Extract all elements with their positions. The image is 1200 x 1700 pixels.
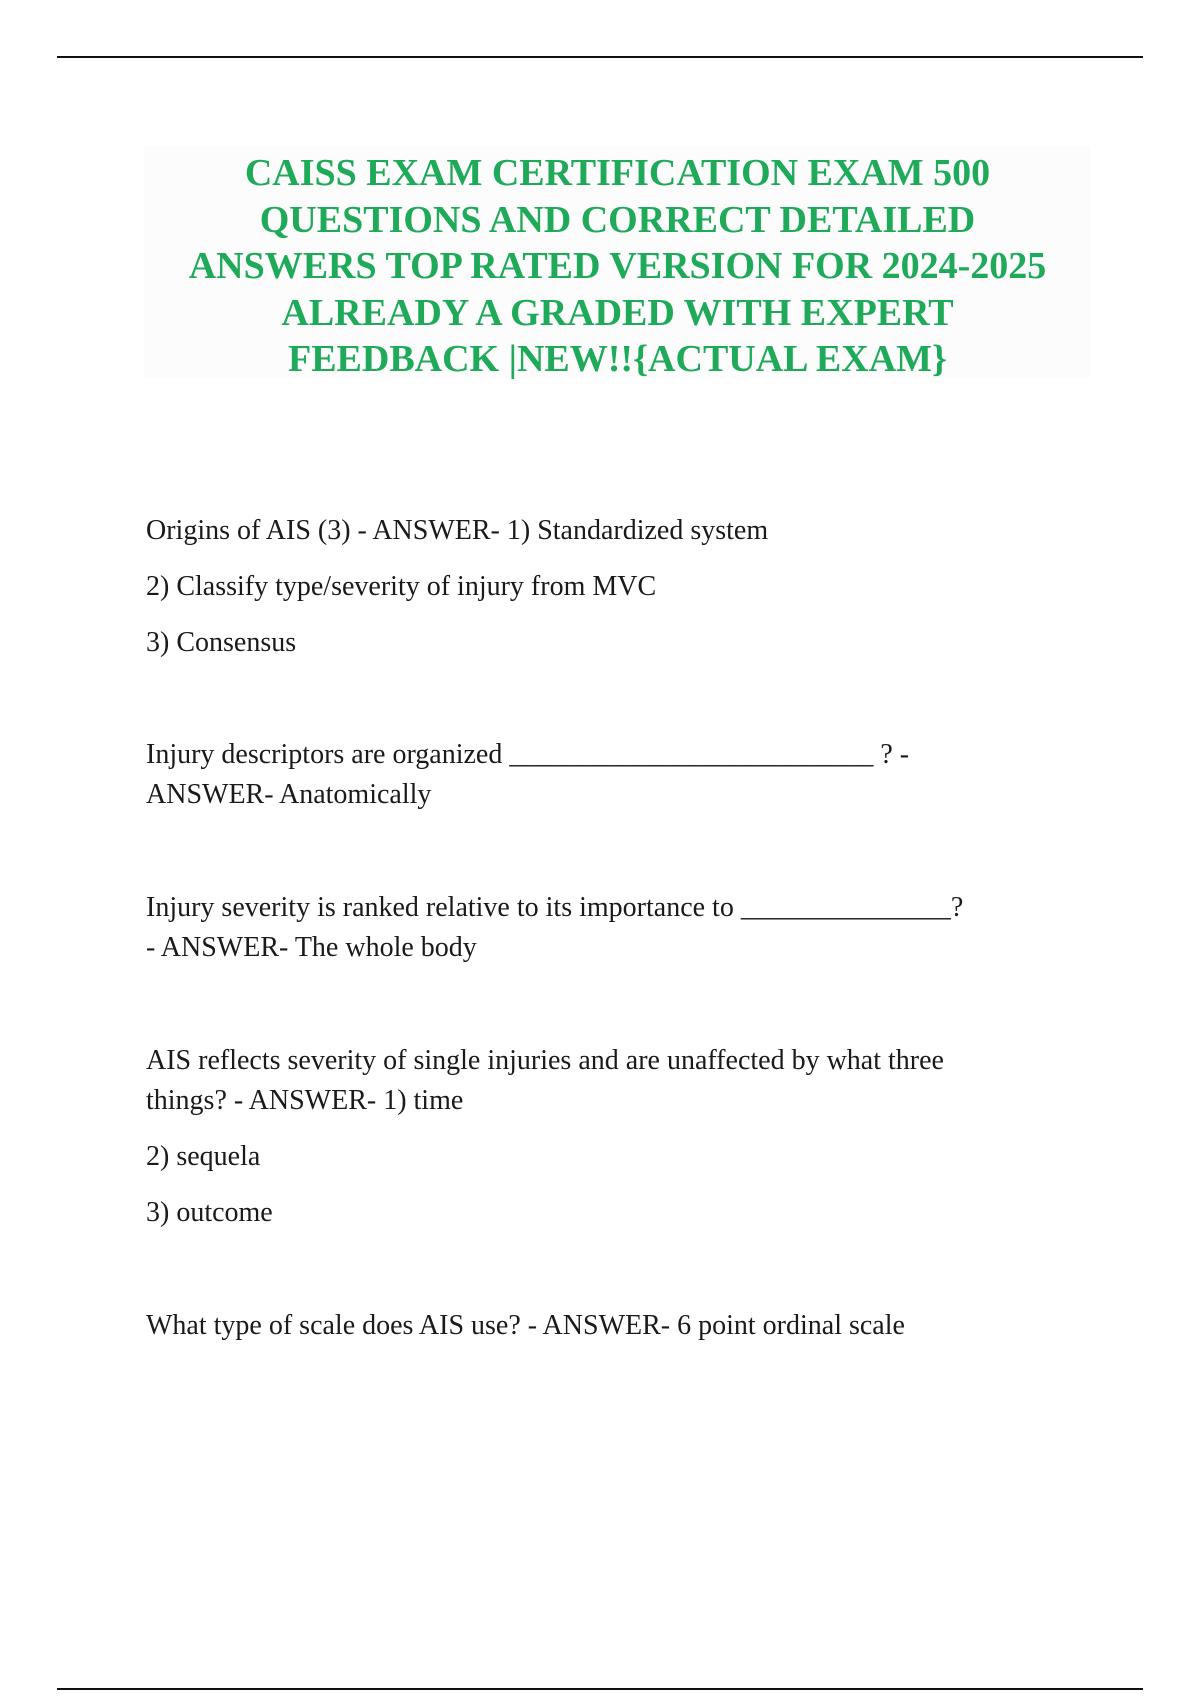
question-text: Origins of AIS (3) - ANSWER- 1) Standardized system [146,515,769,546]
question-text: What type of scale does AIS use? - ANSWER- 6 point ordinal scale [146,1310,905,1341]
answer-item: 3) Consensus [146,627,297,658]
document-title [144,146,1091,378]
answer-item: 2) Classify type/severity of injury from MVC [146,571,657,602]
qa-entry-descriptors [146,735,909,815]
question-text: Injury descriptors are organized __________________________ ? - [146,739,910,770]
question-text: Injury severity is ranked relative to its importance to _______________? [146,892,964,923]
qa-entry-scale-type [146,1306,905,1346]
title-line: QUESTIONS AND CORRECT DETAILED [259,198,976,241]
answer-item: 3) outcome [146,1197,273,1228]
header-rule [57,56,1143,58]
qa-entry-ais-origins [146,511,768,663]
title-line: ANSWERS TOP RATED VERSION FOR 2024-2025 [188,245,1047,287]
qa-entry-severity-rank [146,888,963,968]
answer-text: ANSWER- Anatomically [146,779,432,810]
question-text: AIS reflects severity of single injuries and are unaffected by what three [146,1045,944,1076]
qa-entry-unaffected-by [146,1041,944,1233]
answer-item: 2) sequela [146,1141,261,1172]
answer-text: things? - ANSWER- 1) time [146,1085,464,1116]
title-line: CAISS EXAM CERTIFICATION EXAM 500 [244,152,991,194]
title-line: ALREADY A GRADED WITH EXPERT [281,291,954,334]
footer-rule [57,1688,1143,1690]
answer-text: - ANSWER- The whole body [146,932,477,963]
title-line: FEEDBACK |NEW!!{ACTUAL EXAM} [287,338,947,380]
